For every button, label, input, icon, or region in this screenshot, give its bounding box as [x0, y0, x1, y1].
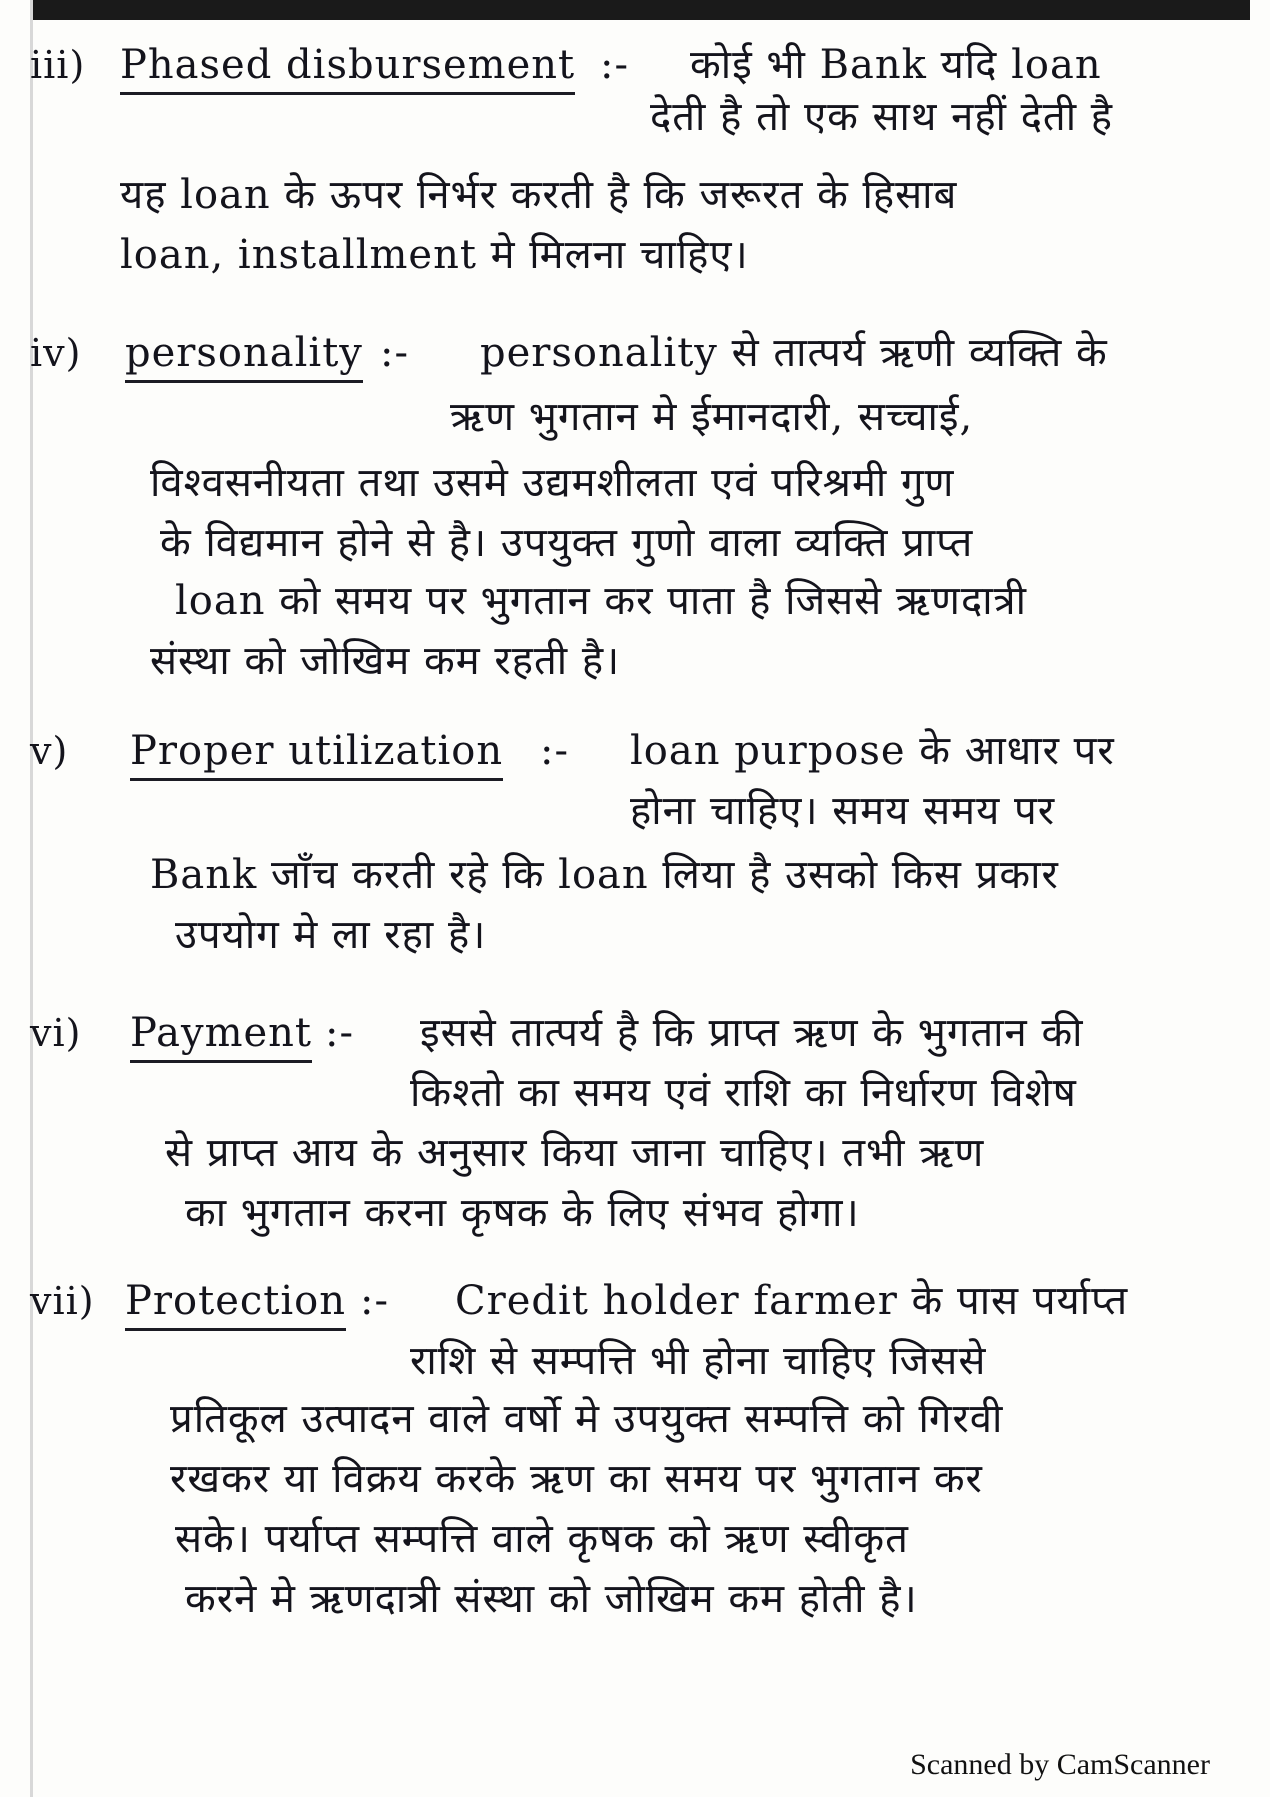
- section-line: personality से तात्पर्य ऋणी व्यक्ति के: [480, 330, 1108, 376]
- scan-top-edge: [30, 0, 1250, 20]
- section-separator: :-: [600, 42, 629, 88]
- section-number: v): [30, 729, 69, 773]
- section-line: यह loan के ऊपर निर्भर करती है कि जरूरत के हिसाब: [120, 172, 958, 218]
- section-line: के विद्यमान होने से है। उपयुक्त गुणो वाला व्यक्ति प्राप्त: [160, 520, 974, 566]
- scan-left-edge: [30, 0, 33, 1797]
- section-line: से प्राप्त आय के अनुसार किया जाना चाहिए। तभी ऋण: [165, 1130, 985, 1176]
- section-separator: :-: [540, 728, 569, 774]
- section-number: iv): [30, 331, 82, 375]
- section-line: ऋण भुगतान मे ईमानदारी, सच्चाई,: [450, 394, 974, 440]
- section-line: loan purpose के आधार पर: [630, 728, 1115, 774]
- section-separator: :-: [360, 1278, 389, 1324]
- section-line: का भुगतान करना कृषक के लिए संभव होगा।: [185, 1190, 860, 1236]
- scanner-watermark: Scanned by CamScanner: [910, 1748, 1210, 1781]
- section-line: loan को समय पर भुगतान कर पाता है जिससे ऋणदात्री: [175, 578, 1027, 624]
- section-line: किश्तो का समय एवं राशि का निर्धारण विशेष: [410, 1070, 1077, 1116]
- section-line: होना चाहिए। समय समय पर: [630, 788, 1056, 834]
- section-line: राशि से सम्पत्ति भी होना चाहिए जिससे: [410, 1338, 987, 1384]
- section-line: loan, installment मे मिलना चाहिए।: [120, 232, 749, 278]
- section-heading: Proper utilization: [130, 726, 503, 781]
- section-line: सके। पर्याप्त सम्पत्ति वाले कृषक को ऋण स्वीकृत: [175, 1516, 909, 1562]
- section-heading: personality: [125, 328, 363, 383]
- section-heading: Protection: [125, 1276, 346, 1331]
- section-number: iii): [30, 43, 86, 87]
- section-line: करने मे ऋणदात्री संस्था को जोखिम कम होती है।: [185, 1576, 918, 1622]
- section-line: इससे तात्पर्य है कि प्राप्त ऋण के भुगतान की: [420, 1010, 1084, 1056]
- section-heading: Phased disbursement: [120, 40, 575, 95]
- section-number: vii): [30, 1279, 95, 1323]
- section-heading: Payment: [130, 1008, 312, 1063]
- section-line: उपयोग मे ला रहा है।: [175, 912, 487, 958]
- section-separator: :-: [380, 330, 409, 376]
- section-number: vi): [30, 1011, 82, 1055]
- section-line: प्रतिकूल उत्पादन वाले वर्षो मे उपयुक्त सम्पत्ति को गिरवी: [170, 1396, 1004, 1442]
- section-line: कोई भी Bank यदि loan: [690, 42, 1102, 88]
- section-separator: :-: [325, 1010, 354, 1056]
- section-line: Bank जाँच करती रहे कि loan लिया है उसको किस प्रकार: [150, 852, 1059, 898]
- section-line: संस्था को जोखिम कम रहती है।: [150, 638, 621, 684]
- section-line: रखकर या विक्रय करके ऋण का समय पर भुगतान कर: [170, 1456, 983, 1502]
- section-line: Credit holder farmer के पास पर्याप्त: [455, 1278, 1129, 1324]
- section-line: विश्वसनीयता तथा उसमे उद्यमशीलता एवं परिश्रमी गुण: [150, 460, 955, 506]
- section-line: देती है तो एक साथ नहीं देती है: [650, 94, 1114, 140]
